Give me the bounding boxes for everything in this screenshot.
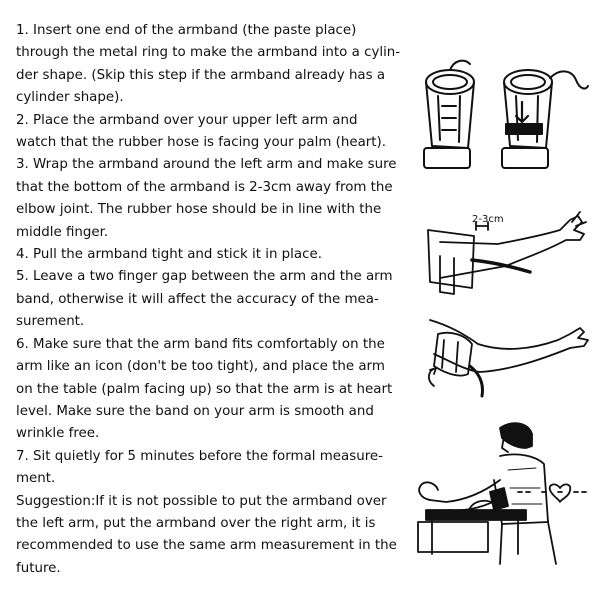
instruction-line: wrinkle free.: [16, 426, 100, 442]
instruction-line: arm like an icon (don't be too tight), and place the arm: [16, 359, 385, 375]
instruction-line: ment.: [16, 471, 56, 487]
armband-cuff-illustration: [410, 56, 590, 186]
instruction-line: level. Make sure the band on your arm is smooth and: [16, 403, 374, 419]
instruction-line: 1. Insert one end of the armband (the paste place): [16, 23, 357, 38]
instruction-line: 4. Pull the armband tight and stick it in place.: [16, 247, 322, 263]
instruction-line: 7. Sit quietly for 5 minutes before the formal measure-: [16, 448, 383, 464]
instruction-line: on the table (palm facing up) so that the arm is at heart: [16, 381, 393, 397]
arm-placement-illustration: [420, 200, 590, 300]
seated-posture-illustration: [408, 418, 590, 568]
instruction-line: Suggestion:If it is not possible to put the armband over: [16, 493, 387, 509]
cuff-wrap-illustration: [420, 300, 590, 400]
instruction-line: future.: [16, 560, 61, 576]
instruction-line: the left arm, put the armband over the right arm, it is: [16, 515, 376, 531]
instruction-line: recommended to use the same arm measurement in the: [16, 538, 397, 554]
cuff-left-icon: [424, 61, 474, 168]
instruction-line: that the bottom of the armband is 2-3cm away from the: [16, 179, 393, 195]
instruction-text: [16, 20, 406, 580]
distance-label: 2-3cm: [472, 214, 504, 225]
instruction-line: cylinder shape).: [16, 90, 124, 106]
heart-icon: [550, 484, 571, 502]
instruction-line: 2. Place the armband over your upper left arm and: [16, 112, 358, 128]
instruction-line: watch that the rubber hose is facing your palm (heart).: [16, 135, 387, 151]
cuff-right-icon: [502, 70, 588, 168]
instruction-line: 6. Make sure that the arm band fits comfortably on the: [16, 336, 385, 352]
instruction-line: der shape. (Skip this step if the armband already has a: [16, 67, 386, 83]
instruction-line: middle finger.: [16, 224, 109, 240]
instruction-line: elbow joint. The rubber hose should be in line with the: [16, 202, 382, 218]
instruction-line: surement.: [16, 314, 85, 330]
instruction-line: 5. Leave a two finger gap between the arm and the arm: [16, 269, 393, 285]
instruction-line: band, otherwise it will affect the accuracy of the mea-: [16, 291, 379, 307]
instruction-line: through the metal ring to make the armband into a cylin-: [16, 45, 401, 61]
instruction-line: 3. Wrap the armband around the left arm and make sure: [16, 157, 397, 173]
